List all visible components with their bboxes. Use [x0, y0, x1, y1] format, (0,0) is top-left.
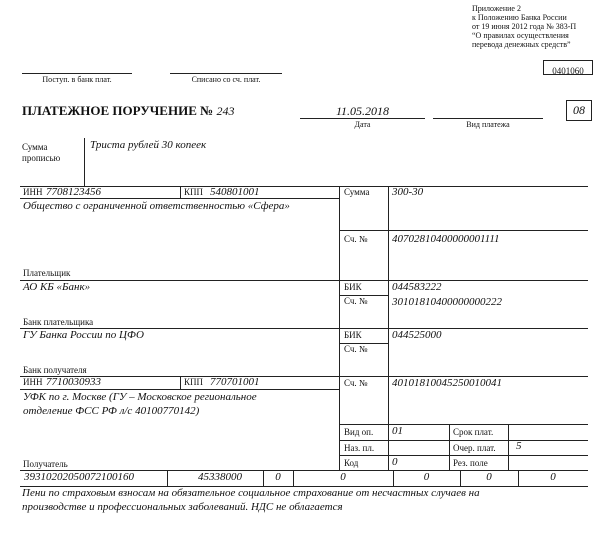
- order-label: Очер. плат.: [453, 443, 496, 453]
- payer-kpp-label: КПП: [184, 187, 204, 197]
- payee-bik: 044525000: [392, 329, 442, 341]
- form-code-box: [543, 60, 593, 75]
- document-date: 11.05.2018: [335, 104, 390, 118]
- form-code: 0401060: [552, 66, 584, 76]
- grid-line: [339, 455, 588, 456]
- op-type-label: Вид оп.: [344, 427, 374, 437]
- payer-bik-label: БИК: [344, 282, 362, 292]
- payee-name-line1: УФК по г. Москве (ГУ – Московское региональное: [23, 391, 257, 403]
- grid-line: [339, 186, 340, 470]
- tax-field-1: 0: [275, 471, 281, 483]
- payer-bank-name: АО КБ «Банк»: [23, 281, 91, 293]
- grid-line: [339, 230, 588, 231]
- debited-line: [170, 73, 282, 74]
- payee-inn: 7710030933: [46, 376, 101, 388]
- grid-line: [20, 186, 588, 187]
- grid-line: [339, 280, 588, 281]
- payer-inn-label: ИНН: [23, 187, 43, 197]
- amount-words-value: Триста рублей 30 копеек: [90, 139, 207, 151]
- received-label: Поступ. в банк плат.: [42, 75, 112, 84]
- payee-kpp: 770701001: [210, 376, 260, 388]
- reserve-label: Рез. поле: [453, 458, 488, 468]
- grid-line: [20, 389, 339, 390]
- document-title-label: ПЛАТЕЖНОЕ ПОРУЧЕНИЕ №: [22, 103, 214, 118]
- amount-value: 300-30: [392, 186, 424, 198]
- payee-bik-label: БИК: [344, 330, 362, 340]
- status-code: 08: [573, 103, 585, 117]
- payer-corr-account: 30101810400000000222: [392, 296, 502, 308]
- status-code-box: [566, 100, 592, 121]
- grid-line: [20, 198, 339, 199]
- grid-line: [180, 376, 181, 389]
- amount-label: Сумма: [344, 187, 370, 197]
- payer-kpp: 540801001: [210, 186, 260, 198]
- op-type-value: 01: [392, 425, 403, 437]
- grid-line: [388, 186, 389, 470]
- payer-account: 40702810400000001111: [392, 233, 500, 245]
- grid-line: [167, 470, 168, 486]
- payment-type-line: [433, 118, 543, 119]
- grid-line: [339, 424, 588, 425]
- payee-label: Получатель: [23, 459, 68, 469]
- payment-type-label: Вид платежа: [466, 120, 510, 129]
- term-label: Срок плат.: [453, 427, 494, 437]
- amount-words-divider: [84, 138, 85, 186]
- kbk-value: 39310202050072100160: [24, 471, 134, 483]
- grid-line: [339, 328, 588, 329]
- code-label: Код: [344, 458, 359, 468]
- payer-name: Общество с ограниченной ответственностью «Сфера»: [23, 200, 290, 212]
- amount-words-label-line2: прописью: [22, 153, 61, 163]
- payee-name-line2: отделение ФСС РФ л/с 40100770142): [23, 405, 200, 417]
- amount-words-label: [22, 142, 60, 164]
- appendix-line: Приложение 2: [472, 4, 521, 13]
- grid-line: [449, 424, 450, 470]
- purpose-code-label: Наз. пл.: [344, 443, 375, 453]
- tax-field-3: 0: [423, 471, 430, 483]
- tax-field-2: 0: [340, 471, 346, 483]
- debited-label: Списано со сч. плат.: [191, 75, 261, 84]
- payer-label: Плательщик: [23, 268, 71, 278]
- code-value: 0: [392, 456, 398, 468]
- appendix-note: [472, 4, 600, 49]
- appendix-line: перевода денежных средств”: [472, 40, 571, 49]
- grid-line: [339, 440, 588, 441]
- document-title: [22, 103, 234, 119]
- purpose-line2: производстве и профессиональных заболеваний. НДС не облагается: [22, 501, 343, 513]
- payer-bank-label: Банк плательщика: [23, 317, 94, 327]
- payer-bik: 044583222: [392, 281, 442, 293]
- appendix-line: к Положению Банка России: [472, 13, 567, 22]
- purpose-line1: Пени по страховым взносам на обязательное социальное страхование от несчастных случаев на: [22, 487, 480, 499]
- order-value: 5: [516, 440, 522, 452]
- payer-account-label: Сч. №: [344, 234, 368, 244]
- amount-words-label-line1: Сумма: [22, 142, 48, 152]
- tax-field-4: 0: [486, 471, 492, 483]
- payer-corr-label: Сч. №: [344, 296, 368, 306]
- payee-corr-label: Сч. №: [344, 344, 368, 354]
- date-line: [300, 118, 425, 119]
- payer-inn: 7708123456: [46, 186, 101, 198]
- received-line: [22, 73, 132, 74]
- payee-account: 40101810045250010041: [392, 377, 502, 389]
- tax-field-5: 0: [550, 471, 556, 483]
- payee-bank-label: Банк получателя: [23, 365, 87, 375]
- oktmo-value: 45338000: [198, 471, 242, 483]
- payee-account-label: Сч. №: [344, 378, 368, 388]
- date-label: Дата: [354, 120, 371, 129]
- document-number: 243: [216, 104, 235, 118]
- appendix-line: “О правилах осуществления: [472, 31, 569, 40]
- payee-inn-label: ИНН: [23, 377, 43, 387]
- payee-bank-name: ГУ Банка России по ЦФО: [23, 329, 144, 341]
- appendix-line: от 19 июня 2012 года № 383-П: [472, 22, 577, 31]
- grid-line: [508, 424, 509, 470]
- payee-kpp-label: КПП: [184, 377, 204, 387]
- grid-line: [180, 186, 181, 198]
